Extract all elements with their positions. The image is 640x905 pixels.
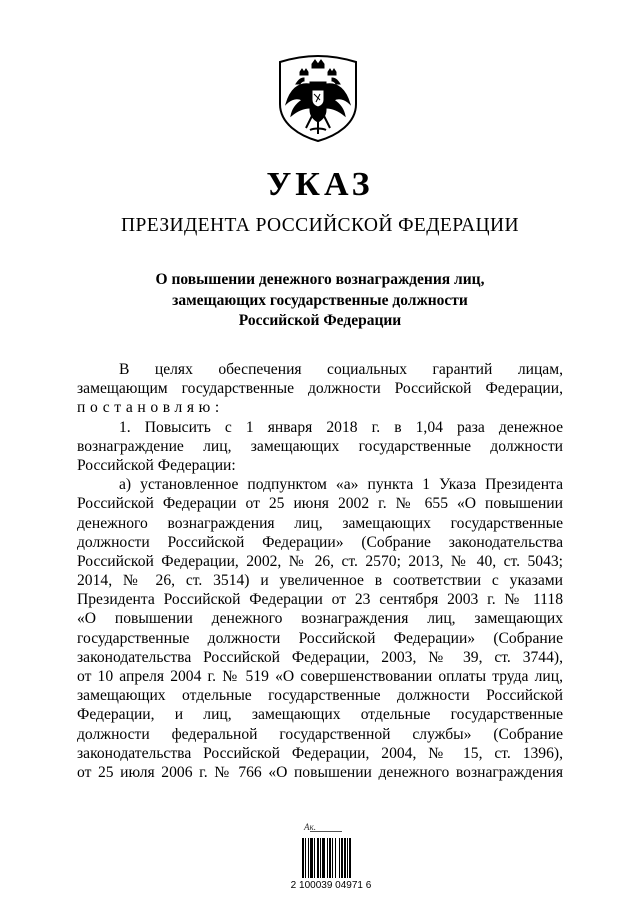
body-line: а) установленное подпунктом «а» пункта 1 Указа Президента: [119, 476, 563, 494]
body-line: от 10 апреля 2004 г. № 519 «О совершенствовании оплаты труда лиц,: [77, 668, 563, 685]
body-line: законодательства Российской Федерации, 2003, № 39, ст. 3744),: [77, 648, 563, 666]
body-line: Российской Федерации:: [77, 456, 236, 474]
barcode-icon: [302, 838, 352, 878]
body-line: В целях обеспечения социальных гарантий лицам,: [119, 361, 563, 378]
body-line: замещающим государственные должности Российской Федерации,: [77, 380, 563, 398]
barcode-block: [290, 822, 372, 902]
stamp-line: [310, 831, 342, 838]
body-line: постановляю:: [77, 399, 224, 417]
body-line: государственные должности Российской Федерации» (Собрание: [77, 629, 563, 647]
page-title: УКАЗ: [266, 166, 374, 203]
body-line: вознаграждение лиц, замещающих государственные должности: [77, 437, 563, 455]
decree-title: [100, 270, 540, 332]
body-line: должности федеральной государственной службы» (Собрание: [77, 725, 563, 743]
body-line: от 25 июля 2006 г. № 766 «О повышении денежного вознаграждения: [77, 763, 563, 781]
decree-body: [77, 360, 563, 782]
body-line: Федерации, и лиц, замещающих отдельные государственные: [77, 706, 563, 724]
body-line: Российской Федерации от 25 июня 2002 г. № 655 «О повышении: [77, 495, 563, 513]
body-line: замещающих отдельные государственные должности Российской: [77, 687, 563, 705]
decree-title-line: О повышении денежного вознаграждения лиц,: [155, 271, 485, 288]
body-line: законодательства Российской Федерации, 2004, № 15, ст. 1396),: [77, 744, 563, 762]
decree-title-line: замещающих государственные должности: [172, 291, 468, 309]
body-line: Российской Федерации, 2002, № 26, ст. 2570; 2013, № 40, ст. 5043;: [77, 552, 563, 570]
body-line: Президента Российской Федерации от 23 сентября 2003 г. № 1118: [77, 591, 563, 609]
double-headed-eagle-icon: [276, 54, 360, 142]
stamp-mark: Ак.: [304, 822, 316, 832]
body-line: денежного вознаграждения лиц, замещающих государственные: [77, 514, 563, 532]
decree-title-line: Российской Федерации: [238, 312, 402, 329]
body-line: 2014, № 26, ст. 3514) и увеличенное в соответствии с указами: [77, 572, 563, 590]
body-line: 1. Повысить с 1 января 2018 г. в 1,04 раза денежное: [119, 418, 563, 436]
body-line: должности Российской Федерации» (Собрание законодательства: [77, 533, 563, 551]
body-line: «О повышении денежного вознаграждения лиц, замещающих: [77, 610, 563, 628]
barcode-number: 2 100039 04971 6: [290, 880, 372, 891]
page-subtitle: ПРЕЗИДЕНТА РОССИЙСКОЙ ФЕДЕРАЦИИ: [121, 215, 519, 236]
